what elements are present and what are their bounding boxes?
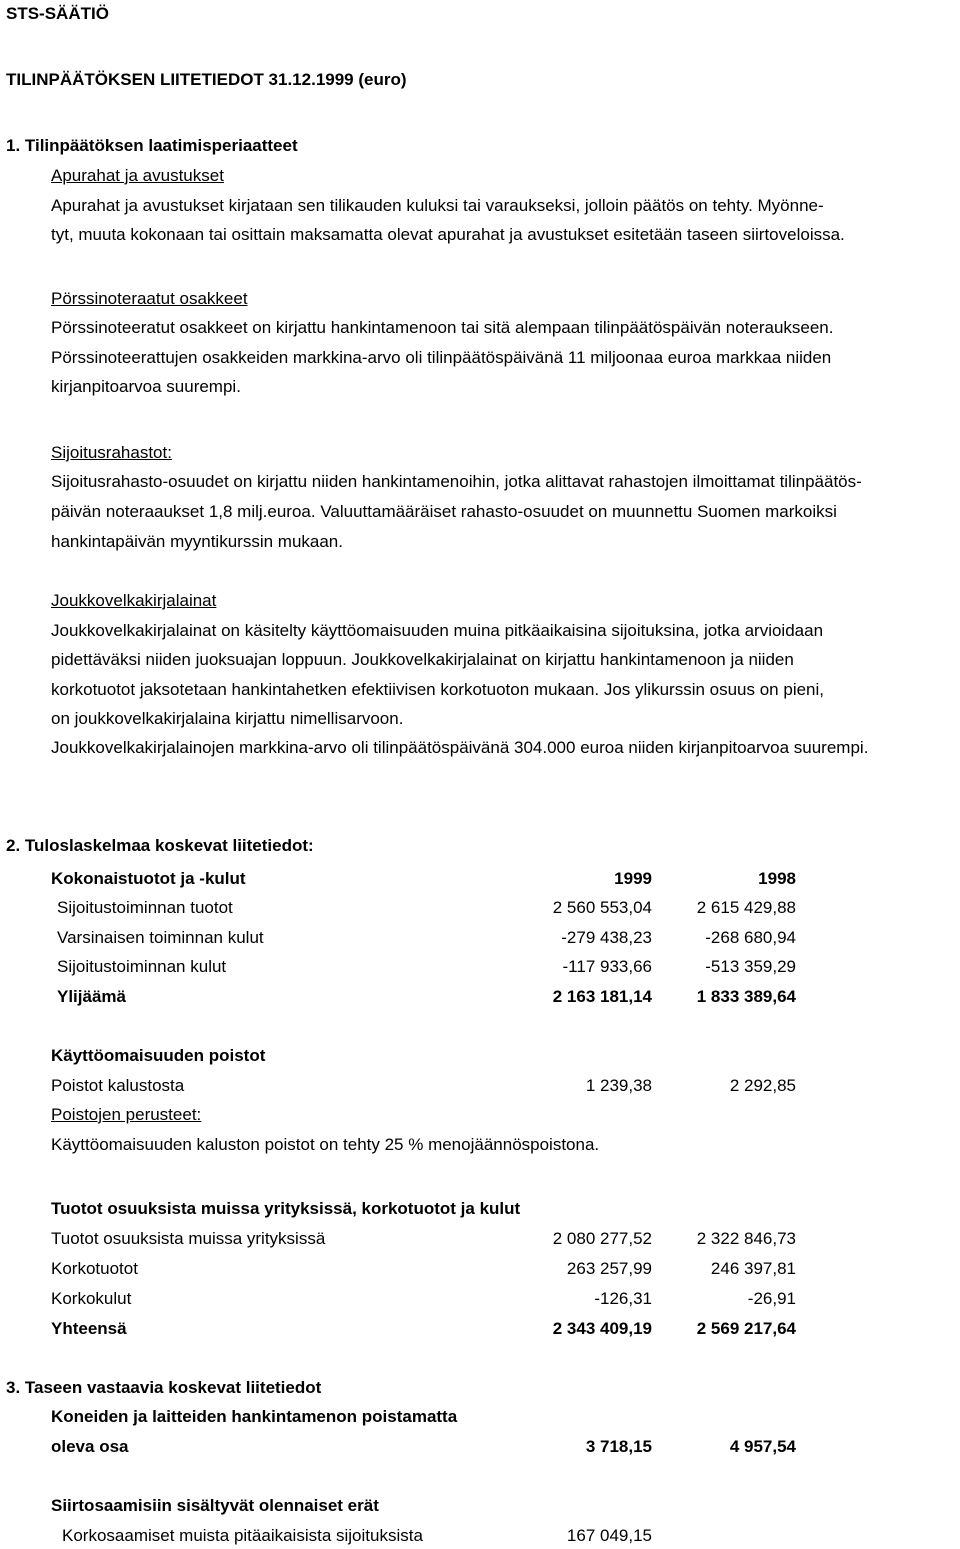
koneet-value-1999: 3 718,15	[585, 1437, 652, 1456]
table-row-value-1998: 246 397,81	[710, 1259, 796, 1278]
joukko-line: pidettäväksi niiden juoksuajan loppuun. Joukkovelkakirjalainat on kirjattu hankintamenoon ja niiden	[51, 650, 794, 669]
koneet-value-1998: 4 957,54	[729, 1437, 796, 1456]
total-row-label: Ylijäämä	[57, 987, 126, 1006]
table-row-label: Varsinaisen toiminnan kulut	[57, 928, 264, 947]
table-row-value-1999: -279 438,23	[561, 928, 652, 947]
column-header-1998: 1998	[758, 869, 796, 888]
tuotot-title: Tuotot osuuksista muissa yrityksissä, korkotuotot ja kulut	[51, 1199, 521, 1218]
table-row-label: Korkokulut	[51, 1289, 132, 1308]
koneet-label-line2: oleva osa	[51, 1437, 129, 1456]
apurahat-line: tyt, muuta kokonaan tai osittain maksamatta olevat apurahat ja avustukset esitetään taseen siirtoveloissa.	[51, 225, 845, 244]
total-row-label: Yhteensä	[51, 1319, 127, 1338]
siirto-row-label: Korkosaamiset muista pitäaikaisista sijoituksista	[62, 1526, 423, 1545]
table-row-value-1999: -126,31	[594, 1289, 652, 1308]
document-title: TILINPÄÄTÖKSEN LIITETIEDOT 31.12.1999 (euro)	[6, 70, 407, 89]
apurahat-title: Apurahat ja avustukset	[51, 166, 224, 185]
joukko-line: Joukkovelkakirjalainojen markkina-arvo oli tilinpäätöspäivänä 304.000 euroa niiden kirjanpitoarvoa suurempi.	[51, 738, 869, 757]
table-row-value-1999: -117 933,66	[562, 957, 652, 976]
sijoitus-line: päivän noteraaukset 1,8 milj.euroa. Valuuttamääräiset rahasto-osuudet on muunnettu Suomen markoiksi	[51, 502, 837, 521]
table-row-value-1998: -26,91	[747, 1289, 796, 1308]
table-row-value-1999: 2 560 553,04	[552, 898, 652, 917]
total-row-value-1998: 2 569 217,64	[696, 1319, 796, 1338]
table-row-value-1998: 2 322 846,73	[696, 1229, 796, 1248]
table-row-label: Sijoitustoiminnan tuotot	[57, 898, 233, 917]
joukko-line: Joukkovelkakirjalainat on käsitelty käyttöomaisuuden muina pitkäaikaisina sijoituksina, jotka arvioidaan	[51, 621, 824, 640]
table-row-value-1999: 2 080 277,52	[552, 1229, 652, 1248]
table-row-value-1999: 263 257,99	[566, 1259, 652, 1278]
total-row-value-1999: 2 163 181,14	[552, 987, 652, 1006]
poistot-value-1999: 1 239,38	[585, 1076, 652, 1095]
organization-name: STS-SÄÄTIÖ	[6, 4, 109, 23]
total-row-value-1998: 1 833 389,64	[696, 987, 796, 1006]
porssi-title: Pörssinoteraatut osakkeet	[51, 289, 248, 308]
table-row-value-1998: -513 359,29	[705, 957, 796, 976]
porssi-line: Pörssinoteerattujen osakkeiden markkina-arvo oli tilinpäätöspäivänä 11 miljoonaa euroa markkaa niiden	[51, 348, 832, 367]
table-row-label: Tuotot osuuksista muissa yrityksissä	[51, 1229, 326, 1248]
sijoitus-title: Sijoitusrahastot:	[51, 443, 172, 462]
column-header-1999: 1999	[614, 869, 652, 888]
poistot-basis-text: Käyttöomaisuuden kaluston poistot on tehty 25 % menojäännöspoistona.	[51, 1135, 600, 1154]
sijoitus-line: hankintapäivän myyntikurssin mukaan.	[51, 532, 343, 551]
apurahat-line: Apurahat ja avustukset kirjataan sen tilikauden kuluksi tai varaukseksi, jolloin päätös on tehty. Myönne-	[51, 196, 824, 215]
siirto-title: Siirtosaamisiin sisältyvät olennaiset erät	[51, 1496, 379, 1515]
joukko-title: Joukkovelkakirjalainat	[51, 591, 217, 610]
porssi-line: kirjanpitoarvoa suurempi.	[51, 377, 241, 396]
section-3-heading: 3. Taseen vastaavia koskevat liitetiedot	[6, 1378, 322, 1397]
poistot-title: Käyttöomaisuuden poistot	[51, 1046, 266, 1065]
poistot-basis-title: Poistojen perusteet:	[51, 1105, 202, 1124]
poistot-row-label: Poistot kalustosta	[51, 1076, 185, 1095]
kokonais-title: Kokonaistuotot ja -kulut	[51, 869, 246, 888]
table-row-label: Korkotuotot	[51, 1259, 138, 1278]
poistot-value-1998: 2 292,85	[729, 1076, 796, 1095]
section-2-heading: 2. Tuloslaskelmaa koskevat liitetiedot:	[6, 836, 314, 855]
koneet-label-line1: Koneiden ja laitteiden hankintamenon poistamatta	[51, 1407, 458, 1426]
table-row-label: Sijoitustoiminnan kulut	[57, 957, 227, 976]
sijoitus-line: Sijoitusrahasto-osuudet on kirjattu niiden hankintamenoihin, jotka alittavat rahastojen ilmoittamat tilinpäätös-	[51, 472, 862, 491]
joukko-line: korkotuotot jaksotetaan hankintahetken efektiivisen korkotuoton mukaan. Jos ylikurssin osuus on pieni,	[51, 680, 825, 699]
total-row-value-1999: 2 343 409,19	[552, 1319, 652, 1338]
table-row-value-1998: 2 615 429,88	[696, 898, 796, 917]
porssi-line: Pörssinoteeratut osakkeet on kirjattu hankintamenoon tai sitä alempaan tilinpäätöspäivän noteraukseen.	[51, 318, 834, 337]
siirto-row-value-1999: 167 049,15	[566, 1526, 652, 1545]
section-1-heading: 1. Tilinpäätöksen laatimisperiaatteet	[6, 136, 298, 155]
table-row-value-1998: -268 680,94	[705, 928, 796, 947]
joukko-line: on joukkovelkakirjalaina kirjattu nimellisarvoon.	[51, 709, 404, 728]
